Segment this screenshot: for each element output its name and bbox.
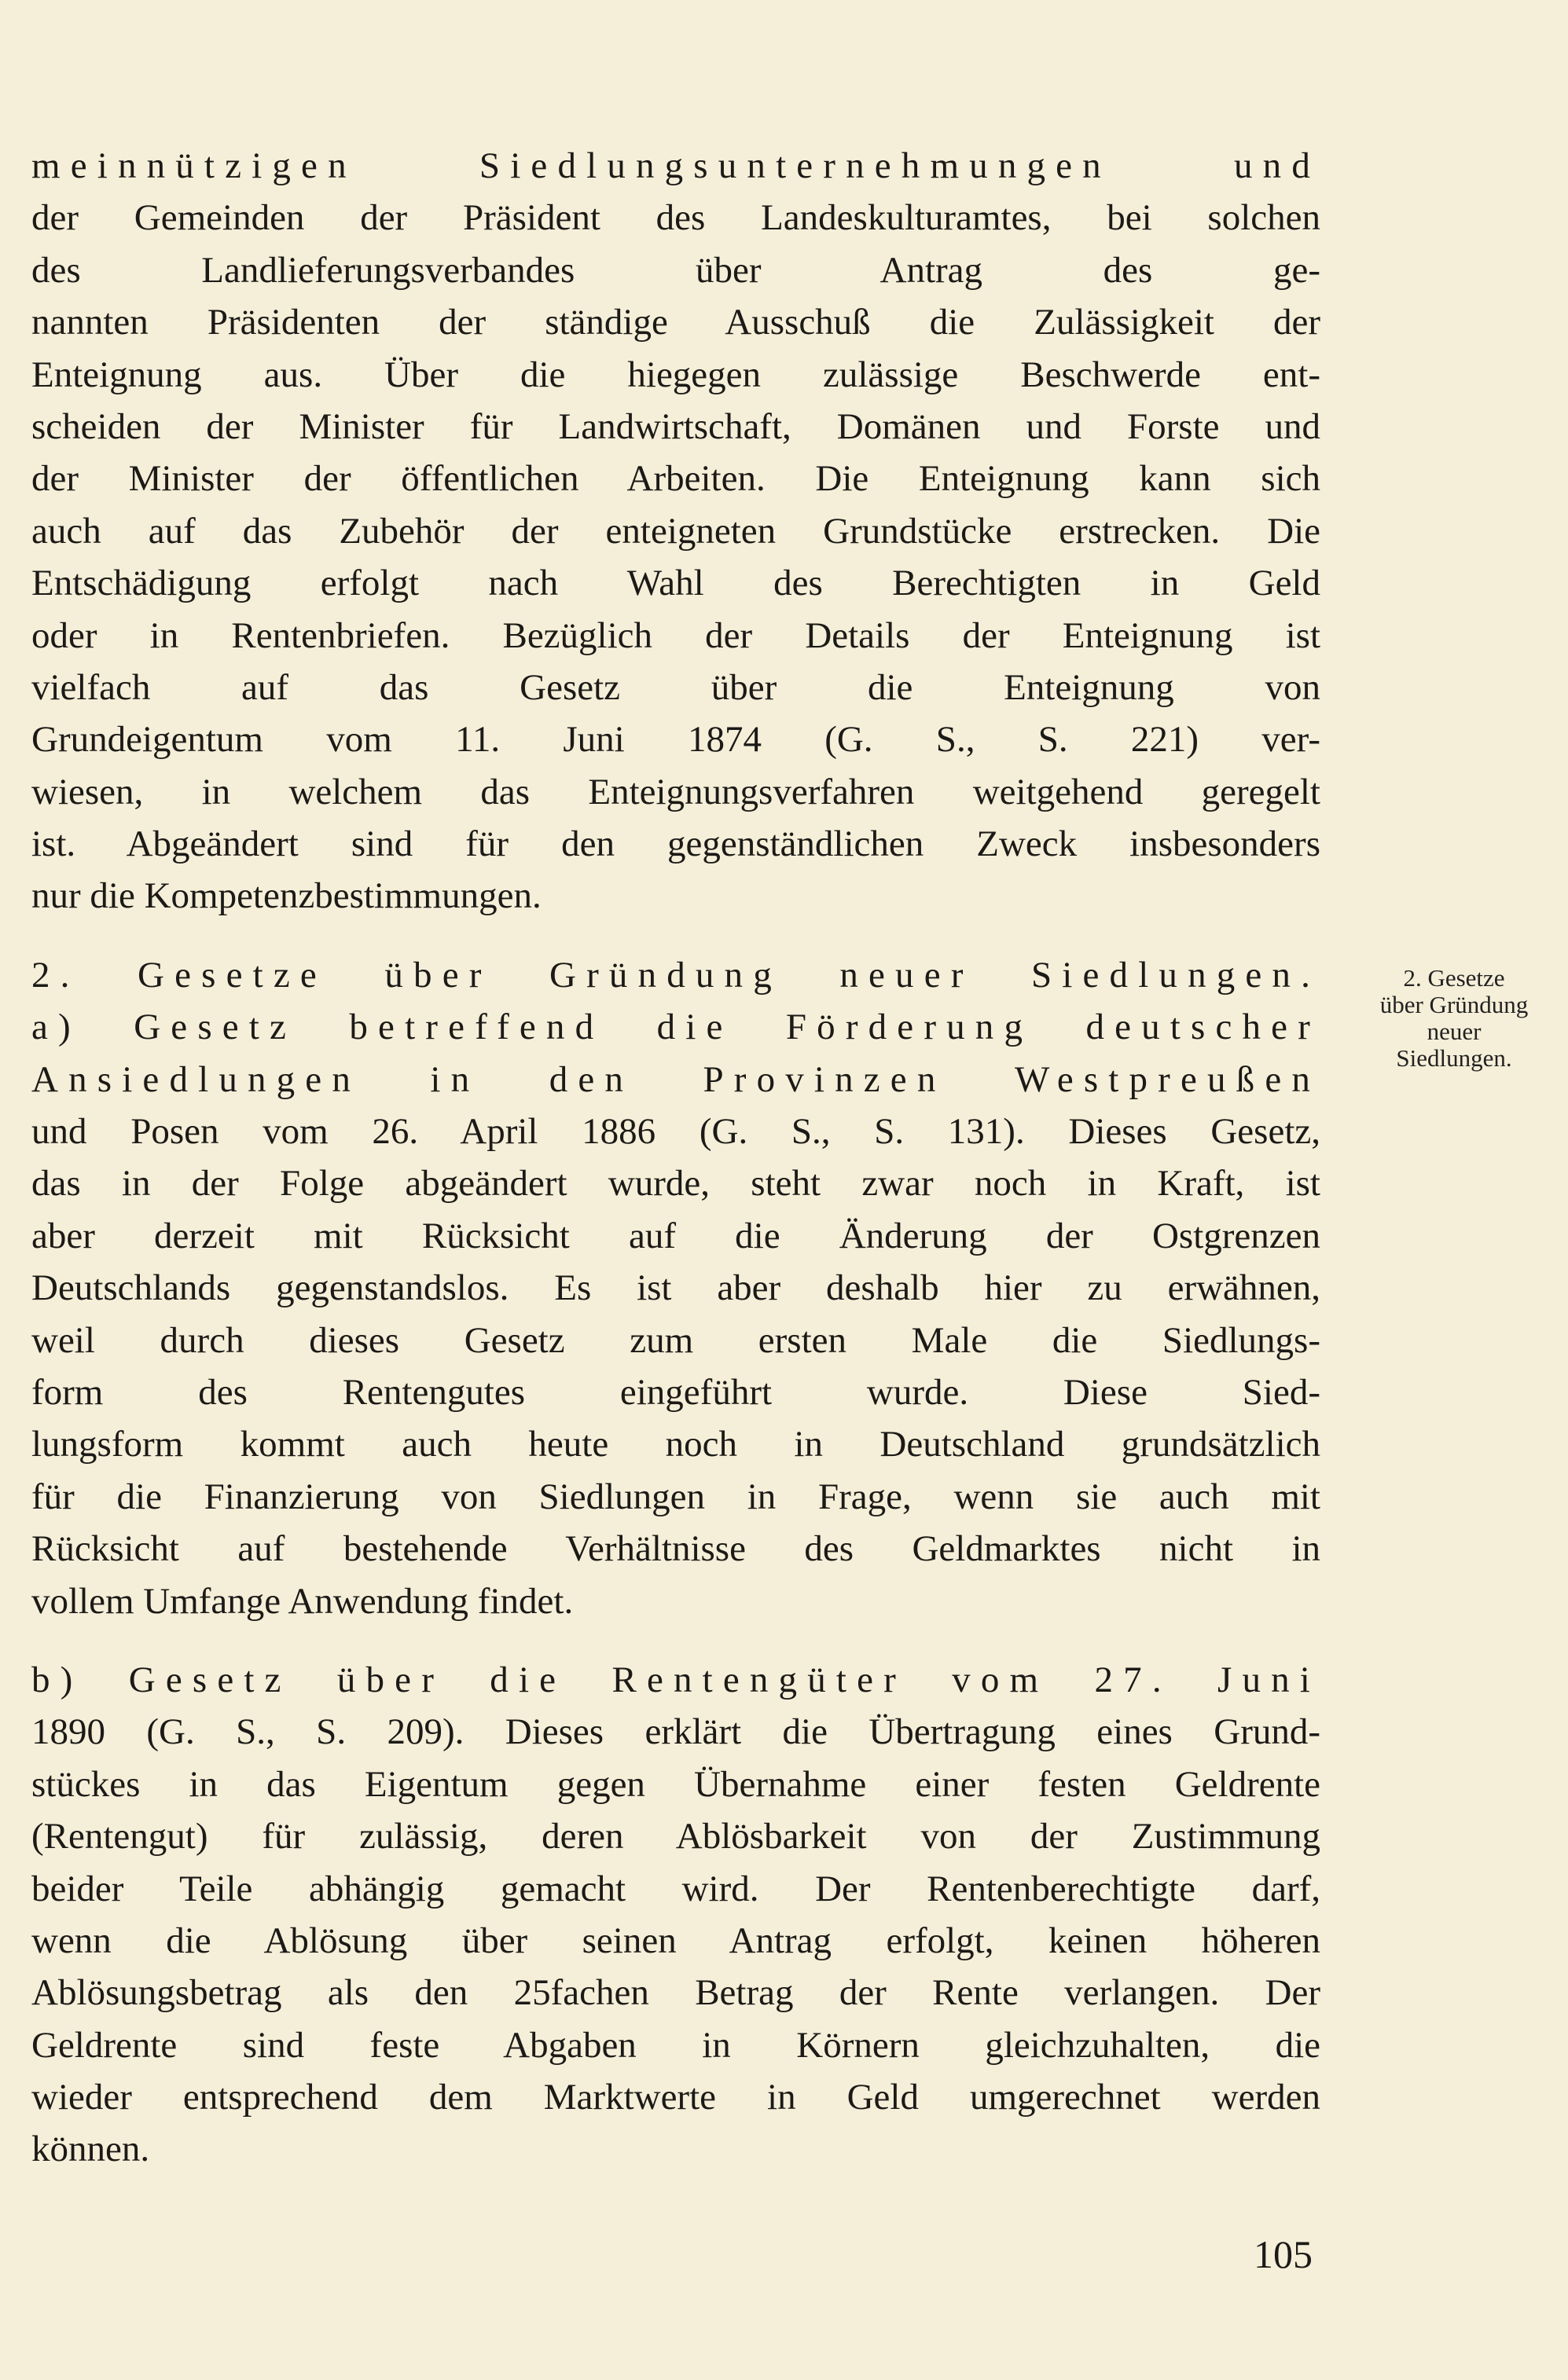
- page-number: 105: [1254, 2232, 1313, 2276]
- text-line: a) Gesetz betreffend die Förderung deutscher: [31, 1007, 1320, 1048]
- text-line: lungsform kommt auch heute noch in Deutschland grundsätzlich: [31, 1424, 1320, 1465]
- text-line: vielfach auf das Gesetz über die Enteignung von: [31, 666, 1320, 708]
- text-line: der Minister der öffentlichen Arbeiten. Die Enteignung kann sich: [31, 458, 1320, 500]
- text-line: aber derzeit mit Rücksicht auf die Änderung der Ostgrenzen: [31, 1215, 1320, 1256]
- text-line: weil durch dieses Gesetz zum ersten Male die Siedlungs-: [31, 1319, 1320, 1361]
- margin-note: [1348, 965, 1560, 1072]
- text-line: scheiden der Minister für Landwirtschaft, Domänen und Forste und: [31, 405, 1320, 447]
- text-line: des Landlieferungsverbandes über Antrag des ge-: [31, 249, 1320, 291]
- text-line: wieder entsprechend dem Marktwerte in Geld umgerechnet werden: [31, 2077, 1320, 2118]
- paragraph-rentengueter-law-1890: [31, 1654, 1320, 2176]
- text-line: Grundeigentum vom 11. Juni 1874 (G. S., S. 221) ver-: [31, 719, 1320, 761]
- text-line: Ablösungsbetrag als den 25fachen Betrag der Rente verlangen. Der: [31, 1972, 1320, 2014]
- text-line: Geldrente sind feste Abgaben in Körnern gleichzuhalten, die: [31, 2024, 1320, 2066]
- margin-note-line: über Gründung: [1379, 991, 1529, 1018]
- text-line: für die Finanzierung von Siedlungen in Frage, wenn sie auch mit: [31, 1476, 1320, 1517]
- margin-note-line: neuer: [1427, 1018, 1482, 1045]
- text-line: können.: [31, 2129, 150, 2170]
- text-line: das in der Folge abgeändert wurde, steht zwar noch in Kraft, ist: [31, 1163, 1320, 1205]
- text-line: und Posen vom 26. April 1886 (G. S., S. 131). Dieses Gesetz,: [31, 1111, 1320, 1153]
- text-line: (Rentengut) für zulässig, deren Ablösbarkeit von der Zustimmung: [31, 1816, 1320, 1857]
- text-line: stückes in das Eigentum gegen Übernahme einer festen Geldrente: [31, 1763, 1320, 1805]
- text-line: wiesen, in welchem das Enteignungsverfahren weitgehend geregelt: [31, 771, 1320, 812]
- text-line: wenn die Ablösung über seinen Antrag erfolgt, keinen höheren: [31, 1920, 1320, 1961]
- paragraph-expropriation: [31, 140, 1320, 922]
- text-line: Ansiedlungen in den Provinzen Westpreußen: [31, 1058, 1320, 1100]
- text-line: Entschädigung erfolgt nach Wahl des Berechtigten in Geld: [31, 563, 1320, 604]
- margin-note-line: 2. Gesetze: [1403, 964, 1505, 992]
- margin-note-line: Siedlungen.: [1396, 1044, 1512, 1072]
- paragraph-settlement-law-1886: [31, 1001, 1320, 1627]
- text-line: auch auf das Zubehör der enteigneten Grundstücke erstrecken. Die: [31, 510, 1320, 552]
- text-line: ist. Abgeändert sind für den gegenständlichen Zweck insbesonders: [31, 823, 1320, 865]
- text-line: der Gemeinden der Präsident des Landeskulturamtes, bei solchen: [31, 197, 1320, 239]
- text-line: nur die Kompetenzbestimmungen.: [31, 875, 542, 917]
- text-line: meinnützigen Siedlungsunternehmungen und: [31, 145, 1320, 186]
- main-text-column: [31, 140, 1320, 2176]
- text-line: vollem Umfange Anwendung findet.: [31, 1580, 574, 1622]
- text-line: Deutschlands gegenstandslos. Es ist aber deshalb hier zu erwähnen,: [31, 1267, 1320, 1309]
- text-line: beider Teile abhängig gemacht wird. Der Rentenberechtigte darf,: [31, 1868, 1320, 1909]
- text-line: nannten Präsidenten der ständige Ausschuß die Zulässigkeit der: [31, 302, 1320, 343]
- text-line: 1890 (G. S., S. 209). Dieses erklärt die Übertragung eines Grund-: [31, 1711, 1320, 1753]
- text-line: Enteignung aus. Über die hiegegen zulässige Beschwerde ent-: [31, 354, 1320, 395]
- section-heading: 2. Gesetze über Gründung neuer Siedlungen.: [31, 954, 1320, 996]
- text-line: b) Gesetz über die Rentengüter vom 27. Juni: [31, 1659, 1320, 1700]
- text-line: Rücksicht auf bestehende Verhältnisse des Geldmarktes nicht in: [31, 1528, 1320, 1570]
- text-line: oder in Rentenbriefen. Bezüglich der Details der Enteignung ist: [31, 614, 1320, 656]
- text-line: form des Rentengutes eingeführt wurde. Diese Sied-: [31, 1371, 1320, 1413]
